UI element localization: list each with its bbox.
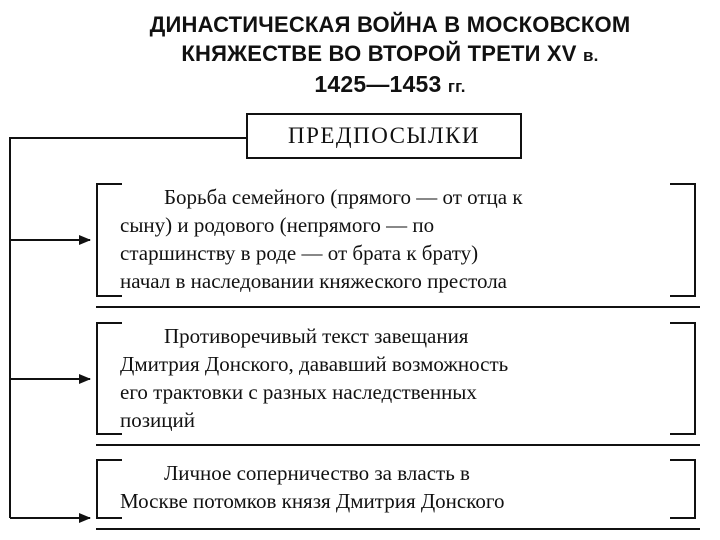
prerequisite-text-2 xyxy=(120,322,688,434)
title-years: 1425—1453 xyxy=(314,71,442,97)
text-line: Дмитрия Донского, дававший возможность xyxy=(120,352,509,376)
prerequisite-box-1 xyxy=(96,183,696,297)
text-line: его трактовки с разных наследственных xyxy=(120,380,477,404)
prerequisite-box-3 xyxy=(96,459,696,519)
title-line-2-main: КНЯЖЕСТВЕ ВО ВТОРОЙ ТРЕТИ XV xyxy=(181,41,577,66)
text-line: Личное соперничество за власть в xyxy=(164,461,470,485)
underline-rule xyxy=(96,444,700,446)
text-line: Противоречивый текст завещания xyxy=(164,324,469,348)
bracket-left xyxy=(96,459,122,519)
title-line-1: ДИНАСТИЧЕСКАЯ ВОЙНА В МОСКОВСКОМ xyxy=(149,12,631,37)
text-line: сыну) и родового (непрямого — по xyxy=(120,213,435,237)
bracket-left xyxy=(96,322,122,435)
text-line: Москве потомков князя Дмитрия Донского xyxy=(120,489,505,513)
underline-rule xyxy=(96,528,700,530)
text-line: начал в наследовании княжеского престола xyxy=(120,269,507,293)
prerequisites-header xyxy=(246,113,522,159)
title-line-2-suffix: в. xyxy=(583,46,599,65)
prerequisite-box-2 xyxy=(96,322,696,435)
text-line: позиций xyxy=(120,408,195,432)
prerequisite-text-3 xyxy=(120,459,688,515)
text-line: старшинству в роде — от брата к брату) xyxy=(120,241,479,265)
prerequisite-text-1 xyxy=(120,183,688,295)
text-line: Борьба семейного (прямого — от отца к xyxy=(164,185,523,209)
bracket-left xyxy=(96,183,122,297)
prerequisites-label: ПРЕДПОСЫЛКИ xyxy=(287,123,481,148)
underline-rule xyxy=(96,306,700,308)
title-years-suffix: гг. xyxy=(447,77,466,96)
